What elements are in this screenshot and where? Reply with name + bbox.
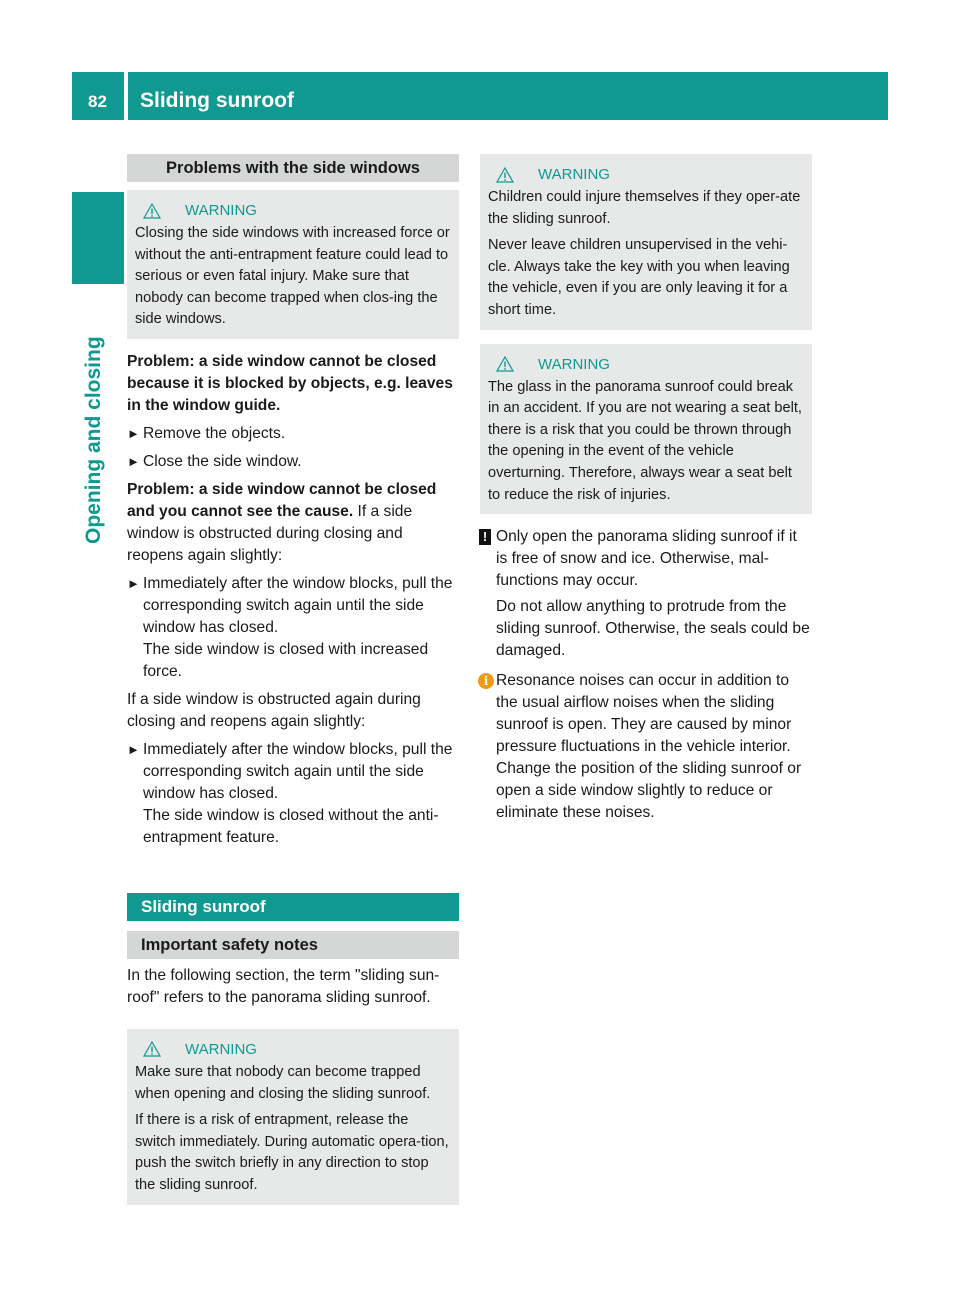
warning-header [488,166,804,183]
right-column [480,154,812,832]
warning-text: If there is a risk of entrapment, release the switch immediately. During automatic opera-tion, push the switch briefly in any direction to stop the sliding sunroof. [135,1112,449,1193]
warning-text: Make sure that nobody can become trapped when opening and closing the sliding sunroof. [135,1063,431,1102]
caution-text: Only open the panorama sliding sunroof if it is free of snow and ice. Otherwise, mal-functions may occur. [496,528,797,590]
info-note [480,670,812,824]
warning-header [135,1041,451,1058]
problem-heading: Problem: a side window cannot be closed and you cannot see the cause. If a side window is obstructed during closing and reopens again slightly: [127,480,437,564]
body-paragraph: If a side window is obstructed again during closing and reopens again slightly: [127,690,421,730]
warning-text: Closing the side windows with increased force or without the anti-entrapment feature could lead to serious or even fatal injury. Make sure that nobody can become trapped when clos-ing the side windows. [135,225,450,328]
warning-text: Children could injure themselves if they oper-ate the sliding sunroof. [488,189,801,227]
info-text: Resonance noises can occur in addition to the usual airflow noises when the sliding sunroof is open. They are caused by minor pressure fluctuations in the vehicle interior. Change the position of the sliding sunroof or open a side window slightly to reduce or eliminate these noises. [496,672,802,822]
caution-text: Do not allow anything to protrude from the sliding sunroof. Otherwise, the seals could be damaged. [496,598,810,660]
caution-note [480,526,812,662]
safety-intro: In the following section, the term "sliding sun-roof" refers to the panorama sliding sunroof. [127,966,440,1006]
step-arrow-icon: ► [127,453,140,469]
step-item: ► Remove the objects. [127,423,459,445]
warning-label: WARNING [185,1040,257,1058]
step-item: ► Immediately after the window blocks, pull the corresponding switch again until the side window has closed. The side window is closed without the anti-entrapment feature. [127,739,459,849]
warning-header [135,202,451,219]
warning-text: The glass in the panorama sunroof could break in an accident. If you are not wearing a seat belt, there is a risk that you could be thrown through the opening in the event of the vehicle overturning. Therefore, always wear a seat belt to reduce the risk of injuries. [488,378,802,503]
warning-box [127,1029,459,1205]
warning-label: WARNING [538,355,610,373]
warning-triangle-icon [496,167,514,183]
warning-header [488,356,804,373]
page-number-box [72,72,124,120]
left-column [127,154,459,1205]
info-icon: i [478,673,494,689]
side-windows-heading: Problems with the side windows [127,154,459,182]
warning-label: WARNING [185,202,257,219]
step-item: ► Close the side window. [127,451,459,473]
warning-triangle-icon [143,203,161,219]
caution-icon: ! [479,529,491,545]
chapter-label: Opening and closing [82,336,105,544]
problem-heading: Problem: a side window cannot be closed because it is blocked by objects, e.g. leaves in the window guide. [127,352,453,414]
step-item: ► Immediately after the window blocks, pull the corresponding switch again until the side window has closed. The side window is closed with increased force. [127,573,459,683]
chapter-tab [72,192,124,284]
chapter-label-box [72,300,124,560]
step-result: The side window is closed with increased force. [143,640,429,680]
warning-box [480,344,812,515]
warning-triangle-icon [143,1041,161,1057]
step-result: The side window is closed without the anti-entrapment feature. [143,806,439,846]
warning-box [127,190,459,339]
sunroof-heading: Sliding sunroof [127,893,459,921]
warning-label: WARNING [538,166,610,183]
page-number: 82 [88,92,107,111]
warning-box [480,154,812,330]
step-arrow-icon: ► [127,741,140,757]
warning-text: Never leave children unsupervised in the vehi-cle. Always take the key with you when leaving the vehicle, even if you are only leaving it for a short time. [488,237,790,318]
step-arrow-icon: ► [127,575,140,591]
safety-heading: Important safety notes [127,931,459,959]
section-title: Sliding sunroof [140,89,294,112]
step-arrow-icon: ► [127,425,140,441]
header-bar [128,72,888,120]
warning-triangle-icon [496,356,514,372]
